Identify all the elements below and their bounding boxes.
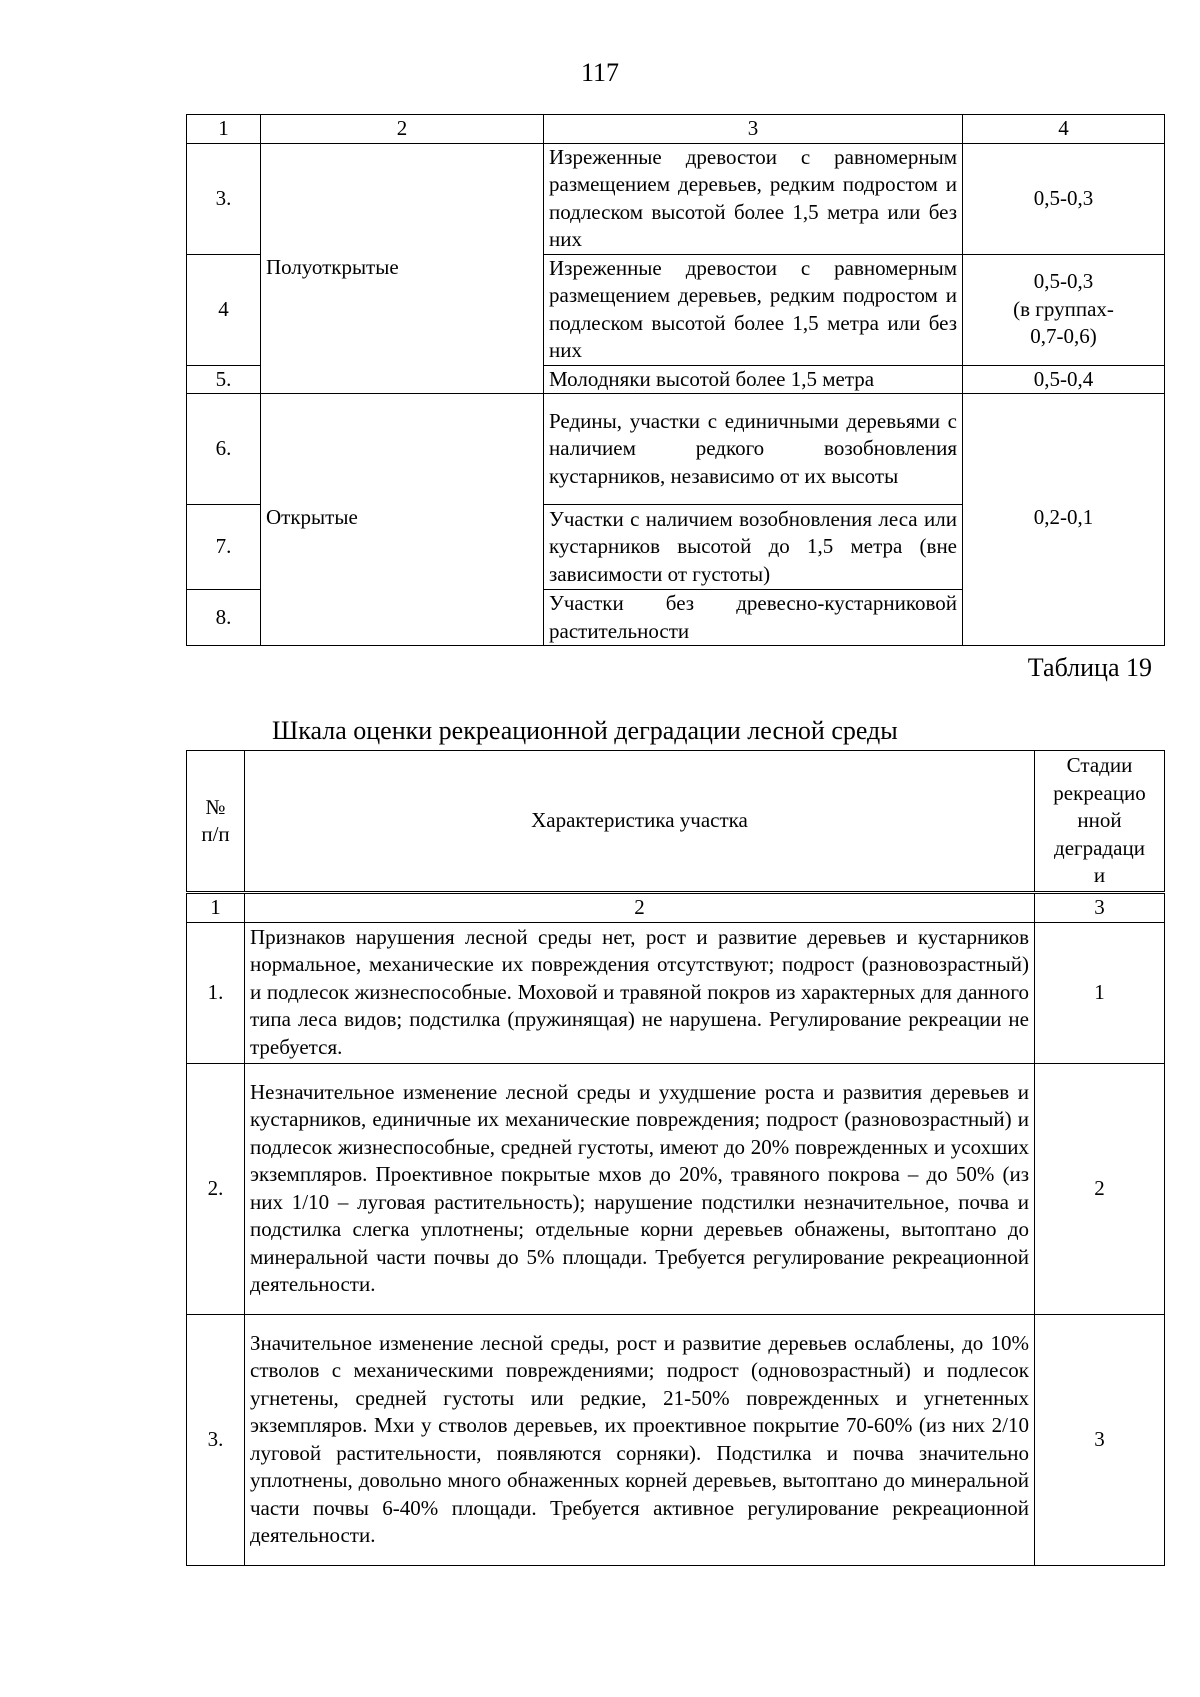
header-line: деградаци xyxy=(1054,835,1145,860)
value-cell: 0,5-0,3 xyxy=(963,143,1165,254)
value-cell xyxy=(963,254,1165,365)
degradation-scale-table xyxy=(186,750,1165,1566)
row-number: 8. xyxy=(187,590,261,646)
group-cell xyxy=(261,143,544,394)
value-cell xyxy=(963,394,1165,646)
column-number: 1 xyxy=(187,115,261,144)
table-header-row xyxy=(187,751,1165,893)
row-number: 4 xyxy=(187,254,261,365)
header-line: и xyxy=(1093,863,1106,888)
row-number: 3. xyxy=(187,143,261,254)
group-label: Открытые xyxy=(266,505,358,529)
group-cell xyxy=(261,394,544,646)
description-cell: Участки с наличием возобновления леса или кустарников высотой до 1,5 метра (вне зависимости от густоты) xyxy=(544,505,963,590)
characteristic-header: Характеристика участка xyxy=(245,751,1035,893)
header-line: нной xyxy=(1077,808,1122,833)
header-line: п/п xyxy=(201,822,230,846)
column-number: 2 xyxy=(245,893,1035,923)
stage-cell: 3 xyxy=(1035,1314,1165,1565)
description-cell: Молодняки высотой более 1,5 метра xyxy=(544,365,963,394)
description-cell: Редины, участки с единичными деревьями с наличием редкого возобновления кустарников, независимо от их высоты xyxy=(544,394,963,505)
description-cell: Участки без древесно-кустарниковой растительности xyxy=(544,590,963,646)
column-number: 4 xyxy=(963,115,1165,144)
characteristic-cell: Незначительное изменение лесной среды и ухудшение роста и развития деревьев и кустарников, единичные их механические повреждения; подрост (разновозрастный) и подлесок жизнеспособные, средней густоты, имеют до 20% поврежденных и усохших экземпляров. Проективное покрытые мхов до 20%, травяного покрова – до 50% (из них 1/10 – луговая растительность); нарушение подстилки незначительное, почва и подстилка слегка уплотнены; отдельные корни деревьев обнажены, вытоптано до минеральной части почвы до 5% площади. Требуется регулирование рекреационной деятельности. xyxy=(245,1063,1035,1314)
group-label: Полуоткрытые xyxy=(266,254,399,279)
row-number: 7. xyxy=(187,505,261,590)
table-row xyxy=(187,1063,1165,1314)
column-number: 3 xyxy=(1035,893,1165,923)
row-number: 2. xyxy=(187,1063,245,1314)
characteristic-cell: Значительное изменение лесной среды, рост и развитие деревьев ослаблены, до 10% стволов с механическими повреждениями; подрост (одновозрастный) и подлесок угнетены, средней густоты или редкие, 21-50% поврежденных и угнетенных экземпляров. Мхи у стволов деревьев, их проективное покрытие 70-60% (из них 2/10 луговой растительности, появляются сорняки). Подстилка и почва значительно уплотнены, довольно много обнаженных корней деревьев, вытоптано до минеральной части почвы 6-40% площади. Требуется активное регулирование рекреационной деятельности. xyxy=(245,1314,1035,1565)
value-cell: 0,5-0,4 xyxy=(963,365,1165,394)
header-line: № xyxy=(205,794,226,819)
value-line: (в группах- xyxy=(1013,296,1114,321)
header-line: рекреацио xyxy=(1053,780,1146,805)
characteristic-cell: Признаков нарушения лесной среды нет, рост и развитие деревьев и кустарников нормальное, механические их повреждения отсутствуют; подрост (разновозрастный) и подлесок жизнеспособные. Моховой и травяной покров из характерных для данного типа леса видов; подстилка (пружинящая) не нарушена. Регулирование рекреации не требуется. xyxy=(245,922,1035,1063)
table-label: Таблица 19 xyxy=(1027,653,1152,682)
row-number: 1. xyxy=(187,922,245,1063)
row-number: 6. xyxy=(187,394,261,505)
table-row xyxy=(187,1314,1165,1565)
stage-cell: 2 xyxy=(1035,1063,1165,1314)
page-number: 117 xyxy=(580,58,620,87)
stage-header xyxy=(1035,751,1165,893)
table-row xyxy=(187,922,1165,1063)
column-number-row xyxy=(187,893,1165,923)
stage-cell: 1 xyxy=(1035,922,1165,1063)
value-label: 0,2-0,1 xyxy=(1033,505,1094,529)
table-row xyxy=(187,394,1165,505)
column-number: 1 xyxy=(187,893,245,923)
num-header xyxy=(187,751,245,893)
column-number: 3 xyxy=(544,115,963,144)
value-line: 0,7-0,6) xyxy=(1030,324,1097,349)
table-title: Шкала оценки рекреационной деградации лесной среды xyxy=(272,716,898,745)
value-line: 0,5-0,3 xyxy=(1033,269,1094,294)
row-number: 5. xyxy=(187,365,261,394)
description-cell: Изреженные древостои с равномерным размещением деревьев, редким подростом и подлеском высотой более 1,5 метра или без них xyxy=(544,254,963,365)
table-header-row xyxy=(187,115,1165,144)
row-number: 3. xyxy=(187,1314,245,1565)
header-line: Стадии xyxy=(1066,753,1133,778)
table-row xyxy=(187,143,1165,254)
description-cell: Изреженные древостои с равномерным размещением деревьев, редким подростом и подлеском высотой более 1,5 метра или без них xyxy=(544,143,963,254)
column-number: 2 xyxy=(261,115,544,144)
forest-openness-table xyxy=(186,114,1165,646)
